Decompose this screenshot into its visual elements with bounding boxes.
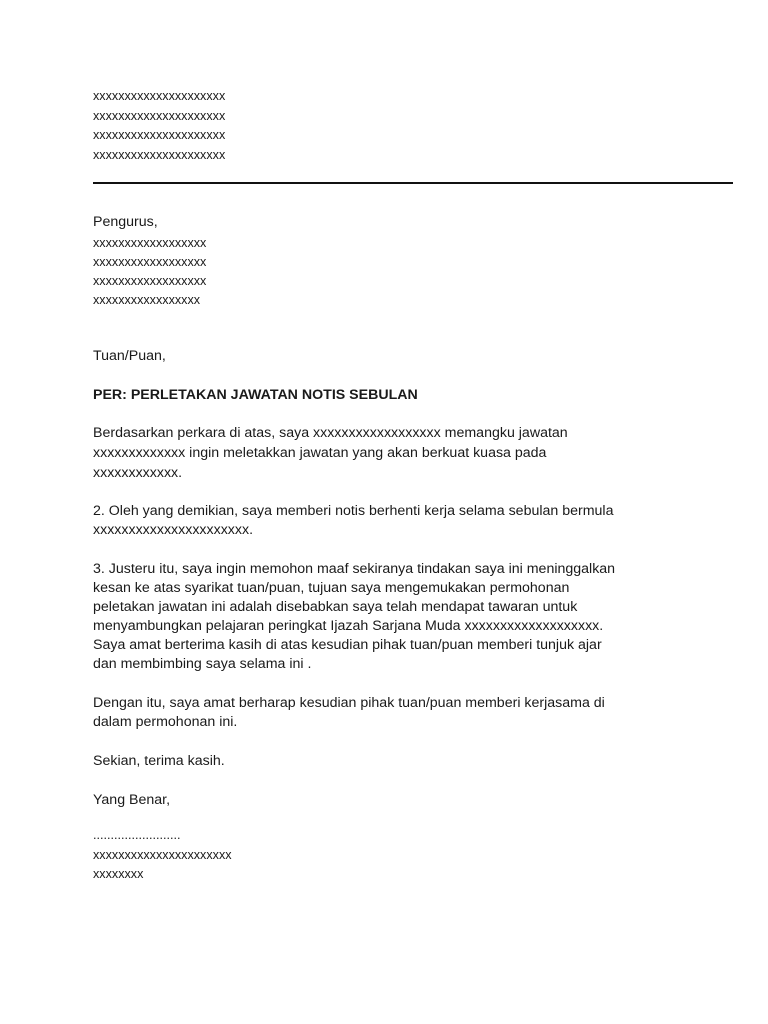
body-paragraph-2-line: xxxxxxxxxxxxxxxxxxxxxx. [93, 522, 254, 538]
recipient-title: Pengurus, [93, 214, 158, 230]
recipient-address-line: xxxxxxxxxxxxxxxxx [93, 293, 201, 307]
header-divider [93, 182, 733, 184]
signature-line: ......................... [93, 828, 181, 842]
closing-sign-off: Yang Benar, [93, 792, 171, 808]
closing-thanks: Sekian, terima kasih. [93, 753, 225, 769]
body-paragraph-3-line: kesan ke atas syarikat tuan/puan, tujuan saya mengemukakan permohonan [93, 580, 570, 596]
body-paragraph-2-line: 2. Oleh yang demikian, saya memberi notis berhenti kerja selama sebulan bermula [93, 503, 614, 519]
greeting: Tuan/Puan, [93, 348, 166, 364]
recipient-address-line: xxxxxxxxxxxxxxxxxx [93, 255, 207, 269]
signer-id: xxxxxxxx [93, 867, 144, 881]
sender-address-line: xxxxxxxxxxxxxxxxxxxxx [93, 109, 226, 123]
letter-page [93, 0, 733, 1024]
body-paragraph-4-line: dalam permohonan ini. [93, 714, 238, 730]
body-paragraph-3-line: menyambungkan pelajaran peringkat Ijazah Sarjana Muda xxxxxxxxxxxxxxxxxxx. [93, 618, 604, 634]
signer-name: xxxxxxxxxxxxxxxxxxxxxx [93, 848, 232, 862]
body-paragraph-3-line: Saya amat berterima kasih di atas kesudian pihak tuan/puan memberi tunjuk ajar [93, 637, 602, 653]
body-paragraph-3-line: dan membimbing saya selama ini . [93, 656, 312, 672]
sender-address-line: xxxxxxxxxxxxxxxxxxxxx [93, 128, 226, 142]
body-paragraph-1-line: Berdasarkan perkara di atas, saya xxxxxxxxxxxxxxxxxx memangku jawatan [93, 425, 568, 441]
body-paragraph-4-line: Dengan itu, saya amat berharap kesudian pihak tuan/puan memberi kerjasama di [93, 695, 605, 711]
body-paragraph-3-line: 3. Justeru itu, saya ingin memohon maaf sekiranya tindakan saya ini meninggalkan [93, 561, 616, 577]
subject-heading: PER: PERLETAKAN JAWATAN NOTIS SEBULAN [93, 387, 418, 403]
sender-address-line: xxxxxxxxxxxxxxxxxxxxx [93, 148, 226, 162]
recipient-address-line: xxxxxxxxxxxxxxxxxx [93, 274, 207, 288]
body-paragraph-1-line: xxxxxxxxxxxx. [93, 465, 183, 481]
body-paragraph-3-line: peletakan jawatan ini adalah disebabkan saya telah mendapat tawaran untuk [93, 599, 578, 615]
sender-address-line: xxxxxxxxxxxxxxxxxxxxx [93, 89, 226, 103]
recipient-address-line: xxxxxxxxxxxxxxxxxx [93, 236, 207, 250]
body-paragraph-1-line: xxxxxxxxxxxxx ingin meletakkan jawatan yang akan berkuat kuasa pada [93, 445, 547, 461]
